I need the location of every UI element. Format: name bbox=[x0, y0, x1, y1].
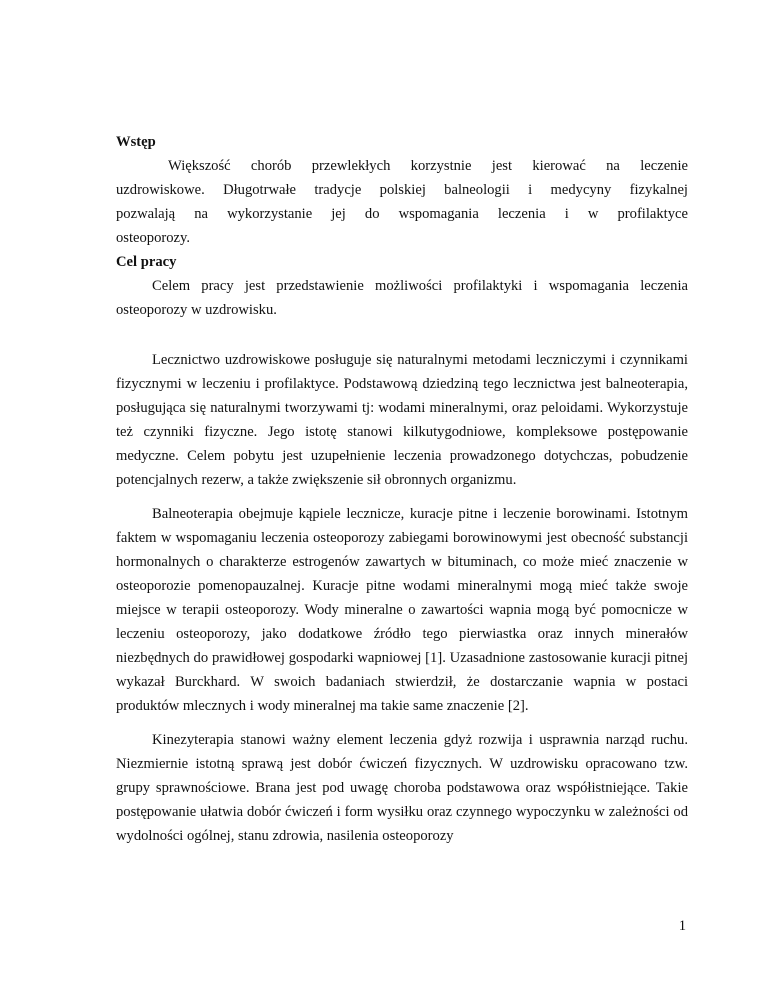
intro-paragraph: Większość chorób przewlekłych korzystnie jest kierować na leczenie uzdrowiskowe. Długotrwałe tradycje polskiej balneologii i medycyny fizykalnej pozwalają na wykorzystanie jej do wspomagania leczenia i w profilaktyce osteoporozy. bbox=[116, 158, 688, 246]
aim-paragraph: Celem pracy jest przedstawienie możliwości profilaktyki i wspomagania leczenia osteoporozy w uzdrowisku. bbox=[116, 278, 688, 318]
page-number: 1 bbox=[678, 918, 686, 934]
heading-aim: Cel pracy bbox=[116, 254, 177, 270]
paragraph-spa-treatment: Lecznictwo uzdrowiskowe posługuje się naturalnymi metodami leczniczymi i czynnikami fizycznymi w leczeniu i profilaktyce. Podstawową dziedziną tego lecznictwa jest balneoterapia, posługująca się naturalnymi tworzywami tj: wodami mineralnymi, oraz peloidami. Wykorzystuje też czynniki fizyczne. Jego istotę stanowi kilkutygodniowe, kompleksowe postępowanie medyczne. Celem pobytu jest uzupełnienie leczenia prowadzonego dotychczas, pobudzenie potencjalnych rezerw, a także zwiększenie sił obronnych organizmu. bbox=[116, 352, 688, 488]
paragraph-balneotherapy: Balneoterapia obejmuje kąpiele lecznicze, kuracje pitne i leczenie borowinami. Istotnym faktem w wspomaganiu leczenia osteoporozy zabiegami borowinowymi jest obecność substancji hormonalnych o charakterze estrogenów zawartych w bituminach, co może mieć znaczenie w osteoporozie pomenopauzalnej. Kuracje pitne wodami mineralnymi mogą mieć także swoje miejsce w terapii osteoporozy. Wody mineralne o zawartości wapnia mogą być pomocnicze w leczeniu osteoporozy, jako dodatkowe źródło tego pierwiastka oraz innych minerałów niezbędnych do prawidłowej gospodarki wapniowej [1]. Uzasadnione zastosowanie kuracji pitnej wykazał Burckhard. W swoich badaniach stwierdził, że dostarczanie wapnia w postaci produktów mlecznych i wody mineralnej ma takie same znaczenie [2]. bbox=[116, 506, 688, 714]
heading-intro: Wstęp bbox=[116, 134, 156, 150]
document-body bbox=[116, 130, 688, 848]
paragraph-kinesitherapy: Kinezyterapia stanowi ważny element leczenia gdyż rozwija i usprawnia narząd ruchu. Niezmiernie istotną sprawą jest dobór ćwiczeń fizycznych. W uzdrowisku opracowano tzw. grupy sprawnościowe. Brana jest pod uwagę choroba podstawowa oraz współistniejące. Takie postępowanie ułatwia dobór ćwiczeń i form wysiłku oraz czynnego wypoczynku w zależności od wydolności ogólnej, stanu zdrowia, nasilenia osteoporozy bbox=[116, 732, 688, 844]
